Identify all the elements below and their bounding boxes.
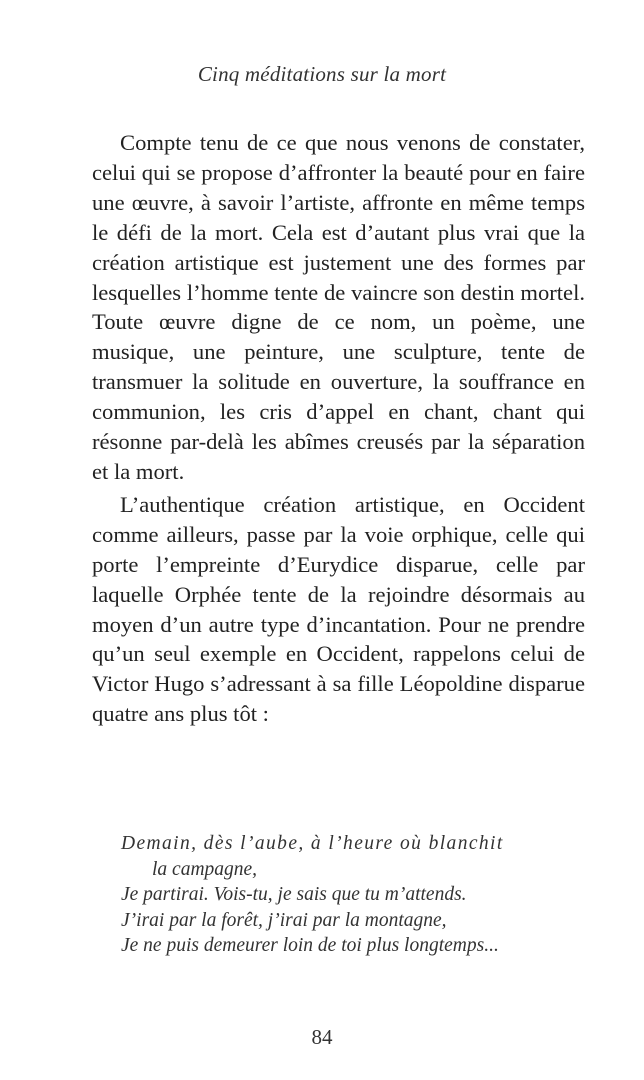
paragraph: L’authentique création artistique, en Occident comme ailleurs, passe par la voie orphique, celle qui porte l’empreinte d’Eurydice disparue, celle par laquelle Orphée tente de la rejoindre désormais au moyen d’un autre type d’incantation. Pour ne prendre qu’un seul exemple en Occident, rappelons celui de Victor Hugo s’adressant à sa fille Léopoldine disparue quatre ans plus tôt : <box>92 491 585 727</box>
poem-line: Je ne puis demeurer loin de toi plus longtemps... <box>121 935 499 956</box>
paragraph: Compte tenu de ce que nous venons de constater, celui qui se propose d’affronter la beauté pour en faire une œuvre, à savoir l’artiste, affronte en même temps le défi de la mort. Cela est d’autant plus vrai que la création artistique est justement une des formes par lesquelles l’homme tente de vaincre son destin mortel. Toute œuvre digne de ce nom, un poème, une musique, une peinture, une sculpture, tente de transmuer la solitude en ouverture, la souffrance en communion, les cris d’appel en chant, chant qui résonne par-delà les abîmes creusés par la séparation et la mort. <box>92 130 585 484</box>
poem-line: Je partirai. Vois-tu, je sais que tu m’attends. <box>121 884 467 905</box>
poem-quotation <box>121 831 591 959</box>
running-head-title: Cinq méditations sur la mort <box>197 62 447 86</box>
poem-line-continuation: la campagne, <box>152 858 258 880</box>
page-number: 84 <box>311 1025 333 1049</box>
body-text <box>92 128 585 729</box>
poem-line: J’irai par la forêt, j’irai par la montagne, <box>121 909 447 931</box>
poem-line: Demain, dès l’aube, à l’heure où blanchit <box>121 833 504 854</box>
